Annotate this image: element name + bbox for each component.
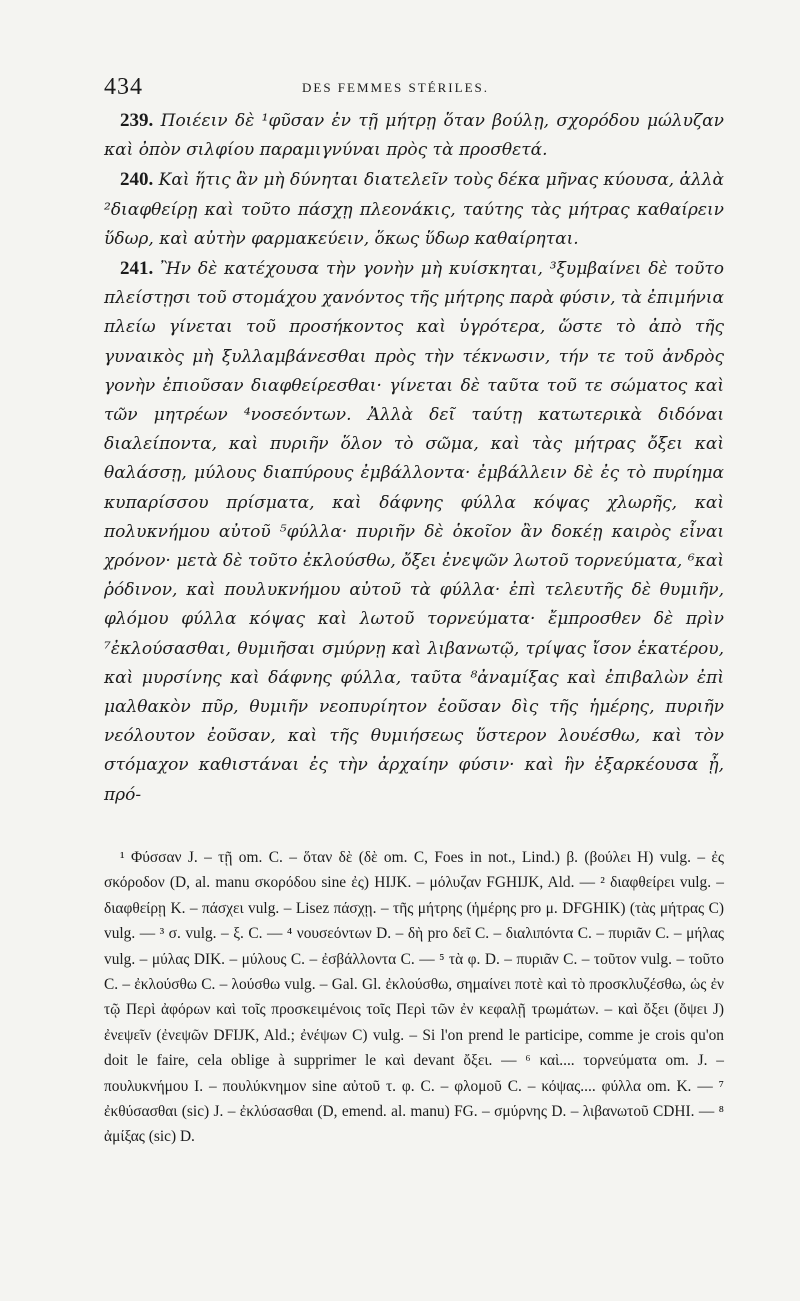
- paragraph-240: [104, 165, 724, 254]
- paragraph-239: [104, 106, 724, 165]
- footnote-block: ¹ Φύσσαν J. – τῇ om. C. – ὅταν δὲ (δὲ om. C, Foes in not., Lind.) β. (βούλει H) vulg. – ἐς σκόροδον (D, al. manu σκορόδου sine ἐς) HIJK. – μόλυζαν FGHIJK, Ald. — ² διαφθείρει vulg. – διαφθείρῃ K. – πάσχει vulg. – Lisez πάσχῃ. – τῆς μήτρης (ἡμέρης pro μ. DFGHIK) (τὰς μήτρας C) vulg. — ³ σ. vulg. – ξ. C. — ⁴ νουσεόντων D. – δὴ pro δεῖ C. – διαλιπόντα C. – πυριᾶν C. – μήλας vulg. – μύλας DIK. – μύλους C. – ἐσβάλλοντα C. — ⁵ τὰ φ. D. – πυριᾶν C. – τοῦτον vulg. – τοῦτο C. – ἐκλούσθω C. – λούσθω vulg. – Gal. Gl. ἐκλούσθω, σημαίνει ποτὲ καὶ τὸ προσκλυζέσθω, ὡς ἐν τῷ Περὶ ἀφόρων καὶ τοῖς προσκειμένοις τοῖς Περὶ τῶν ἐν κεφαλῇ τρωμάτων. – καὶ ὄξει (ὄψει J) ἐνεψεῖν (ἐνεψῶν DFIJK, Ald.; ἐνέψων C) vulg. – Si l'on prend le participe, comme je crois qu'on doit le faire, cela oblige à supprimer le καὶ devant ὄξει. — ⁶ καὶ.... τορνεύματα om. J. – πουλυκνήμου I. – πουλύκνημον sine αὐτοῦ τ. φ. C. – φλομοῦ C. – κόψας.... φύλλα om. K. — ⁷ ἐκθύσασθαι (sic) J. – ἐκλύσασθαι (D, emend. al. manu) FG. – σμύρνης D. – λιβανωτοῦ CDHI. — ⁸ ἀμίξας (sic) D.: [104, 848, 724, 1146]
- main-text: [104, 106, 724, 810]
- footnotes: [104, 845, 724, 1150]
- paragraph-number: 240.: [120, 169, 154, 191]
- page-header: [104, 70, 724, 100]
- footnote-separator: [104, 824, 724, 825]
- paragraph-number: 239.: [120, 110, 154, 131]
- paragraph-text: Ἢν δὲ κατέχουσα τὴν γονὴν μὴ κυίσκηται, ³ξυμβαίνει δὲ τοῦτο πλείστῃσι τοῦ στομάχου χανόντος τῆς μήτρης παρὰ φύσιν, τὰ ἐπιμήνια πλείω γίνεται τοῦ προσήκοντος καὶ ὑγρότερα, ὥστε τὸ ἀπὸ τῆς γυναικὸς μὴ ξυλλαμβάνεσθαι πρὸς τὴν τέκνωσιν, τήν τε τοῦ ἀνδρὸς γονὴν ἐπιοῦσαν διαφθείρεσθαι· γίνεται δὲ ταῦτα τοῦ τε σώματος καὶ τῶν μητρέων ⁴νοσεόντων. Ἀλλὰ δεῖ ταύτῃ κατωτερικὰ διδόναι διαλείποντα, καὶ πυριῆν ὅλον τὸ σῶμα, καὶ τὰς μήτρας ὄξει καὶ θαλάσσῃ, μύλους διαπύρους ἐμβάλλοντα· ἐμβάλλειν δὲ ἐς τὸ πυρίημα κυπαρίσσου πρίσματα, καὶ δάφνης φύλλα κόψας χλωρῆς, καὶ πολυκνήμου αὐτοῦ ⁵φύλλα· πυριῆν δὲ ὁκοῖον ἂν δοκέῃ καιρὸς εἶναι χρόνον· μετὰ δὲ τοῦτο ἐκλούσθω, ὄξει ἐνεψῶν λωτοῦ τορνεύματα, ⁶καὶ ῥόδινον, καὶ πουλυκνήμου αὐτοῦ τὰ φύλλα· ἐπὶ τελευτῆς δὲ θυμιῆν, φλόμου φύλλα κόψας καὶ λωτοῦ τορνεύματα· ἔμπροσθεν δὲ πρὶν ⁷ἐκλούσασθαι, θυμιῆσαι σμύρνῃ καὶ λιβανωτῷ, τρίψας ἴσον ἑκατέρου, καὶ μυρσίνης καὶ δάφνης φύλλα, ταῦτα ⁸ἀναμίξας καὶ ἐπιβαλὼν ἐπὶ μαλθακὸν πῦρ, θυμιῆν νεοπυρίητον ἐοῦσαν δὶς τῆς ἡμέρης, πυριῆν νεόλουτον ἐοῦσαν, καὶ τῆς θυμιήσεως ὕστερον λουέσθω, καὶ τὸν στόμαχον καθιστάναι ἐς τὴν ἀρχαίην φύσιν· καὶ ἣν ἐξαρκέουσα ᾖ, πρό-: [104, 259, 724, 805]
- paragraph-text: Ποιέειν δὲ ¹φῦσαν ἐν τῇ μήτρῃ ὅταν βούλῃ, σχορόδου μώλυζαν καὶ ὀπὸν σιλφίου παραμιγνύναι πρὸς τὰ προσθετά.: [104, 111, 724, 161]
- running-title: DES FEMMES STÉRILES.: [302, 80, 489, 95]
- paragraph-text: Καὶ ἥτις ἂν μὴ δύνηται διατελεῖν τοὺς δέκα μῆνας κύουσα, ἀλλὰ ²διαφθείρῃ καὶ τοῦτο πάσχῃ πλεονάκις, ταύτης τὰς μήτρας καθαίρειν ὕδωρ, καὶ αὐτὴν φαρμακεύειν, ὅκως ὕδωρ καθαίρηται.: [104, 170, 725, 249]
- paragraph-number: 241.: [120, 258, 154, 280]
- paragraph-241: [104, 254, 724, 810]
- page-number: 434: [104, 74, 143, 100]
